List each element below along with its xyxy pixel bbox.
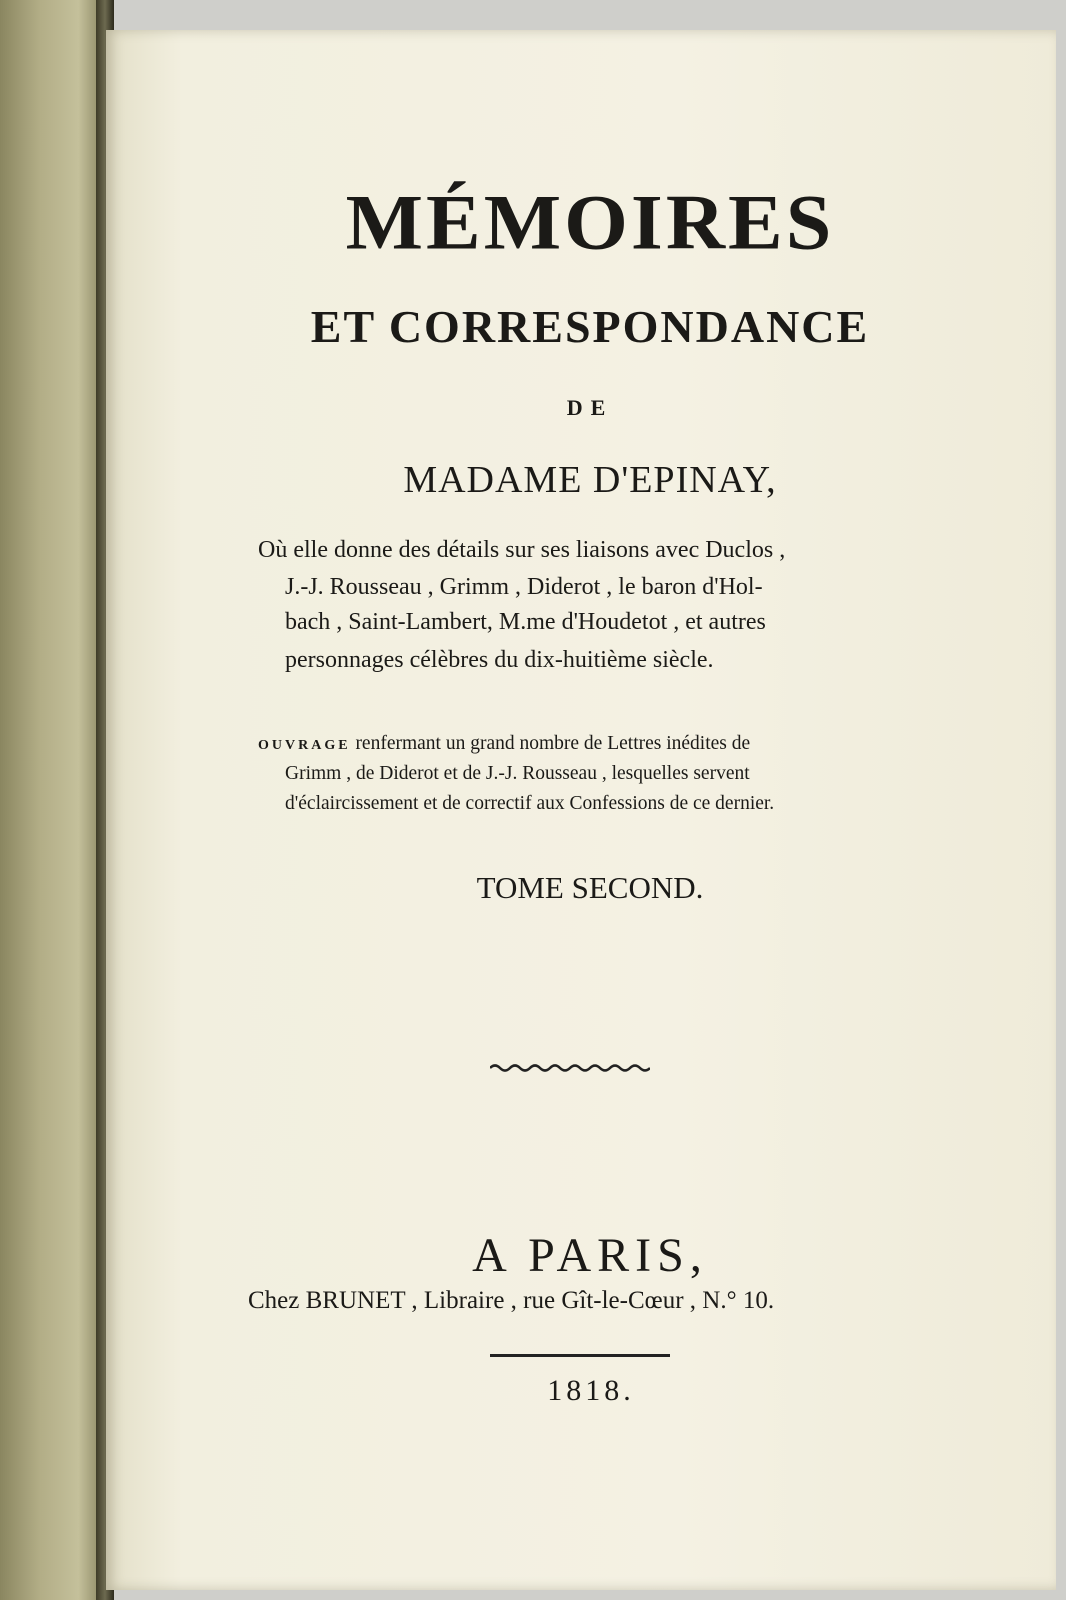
note-line: [258, 734, 750, 754]
subtitle: ET CORRESPONDANCE: [310, 301, 870, 352]
note-line: Grimm , de Diderot et de J.-J. Rousseau , lesquelles servent: [285, 763, 750, 784]
note-line: d'éclaircissement et de correctif aux Confessions de ce dernier.: [285, 793, 775, 814]
publisher-line: Chez BRUNET , Libraire , rue Gît-le-Cœur , N.° 10.: [248, 1287, 775, 1314]
description-line: Où elle donne des détails sur ses liaisons avec Duclos ,: [258, 537, 786, 563]
publication-year: 1818.: [547, 1374, 635, 1407]
rule-divider: [490, 1354, 670, 1357]
main-title: MÉMOIRES: [345, 179, 835, 266]
connector-de: DE: [566, 395, 614, 420]
ornament-divider: [490, 1063, 650, 1073]
note-line-text: renfermant un grand nombre de Lettres inédites de: [350, 733, 751, 754]
imprint-place: A PARIS,: [472, 1229, 708, 1282]
note-lead: OUVRAGE: [258, 738, 351, 753]
description-line: personnages célèbres du dix-huitième siècle.: [285, 647, 714, 673]
volume-label: TOME SECOND.: [476, 870, 704, 905]
description-line: bach , Saint-Lambert, M.me d'Houdetot , et autres: [285, 609, 766, 635]
description-line: J.-J. Rousseau , Grimm , Diderot , le baron d'Hol-: [285, 574, 763, 600]
author-name: MADAME D'EPINAY,: [403, 459, 777, 501]
